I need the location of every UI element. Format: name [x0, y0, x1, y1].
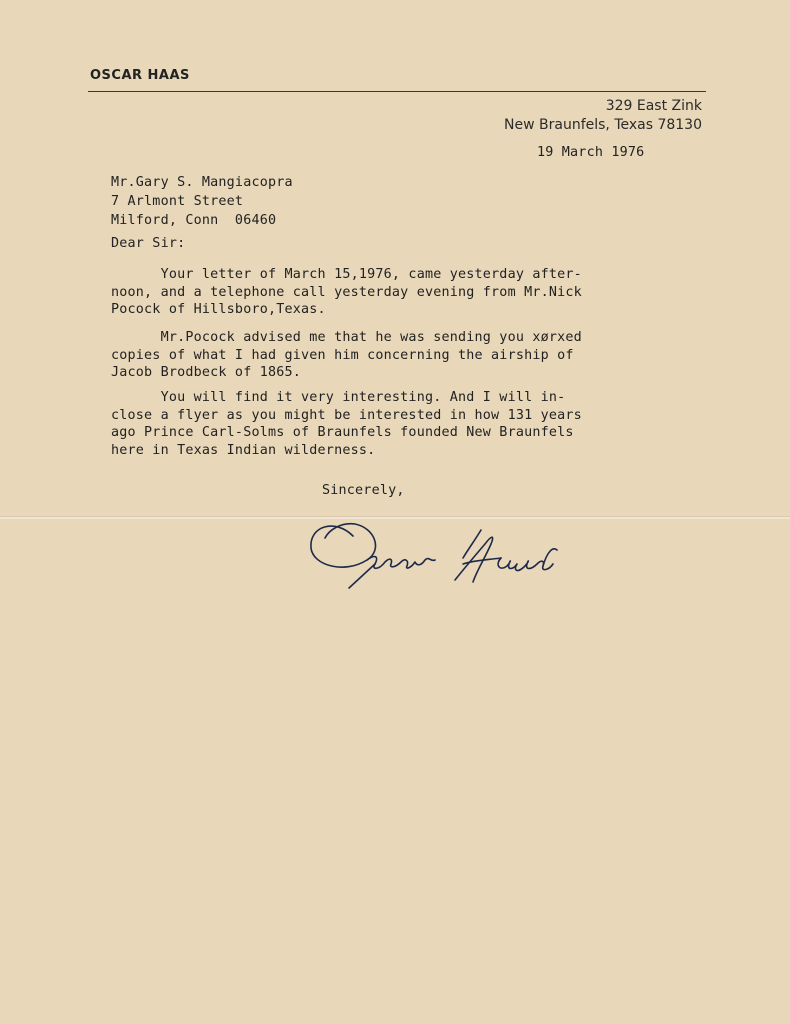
- sender-address: [504, 97, 702, 135]
- letterhead-rule: [88, 91, 706, 92]
- recipient-street: 7 Arlmont Street: [111, 194, 244, 209]
- recipient-city: Milford, Conn 06460: [111, 213, 277, 228]
- body-paragraph-2: Mr.Pocock advised me that he was sending you xørxed copies of what I had given him concerning the airship of Jacob Brodbeck of 1865.: [111, 330, 582, 380]
- letter-date: 19 March 1976: [537, 145, 645, 160]
- recipient-name: Mr.Gary S. Mangiacopra: [111, 175, 293, 190]
- sender-street: 329 East Zink: [605, 98, 702, 114]
- body-paragraph-3: You will find it very interesting. And I will in- close a flyer as you might be interested in how 131 years ago Prince Carl-Solms of Braunfels founded New Braunfels here in Texas Indian wilderness.: [111, 390, 582, 458]
- sender-city: New Braunfels, Texas 78130: [504, 117, 702, 133]
- salutation: Dear Sir:: [111, 236, 186, 251]
- recipient-address: [111, 173, 293, 230]
- handwritten-signature: [305, 508, 575, 598]
- letterhead-name: OSCAR HAAS: [90, 68, 190, 83]
- closing: Sincerely,: [322, 483, 405, 498]
- body-paragraph-1: Your letter of March 15,1976, came yesterday after- noon, and a telephone call yesterday evening from Mr.Nick Pocock of Hillsboro,Texas.: [111, 267, 582, 317]
